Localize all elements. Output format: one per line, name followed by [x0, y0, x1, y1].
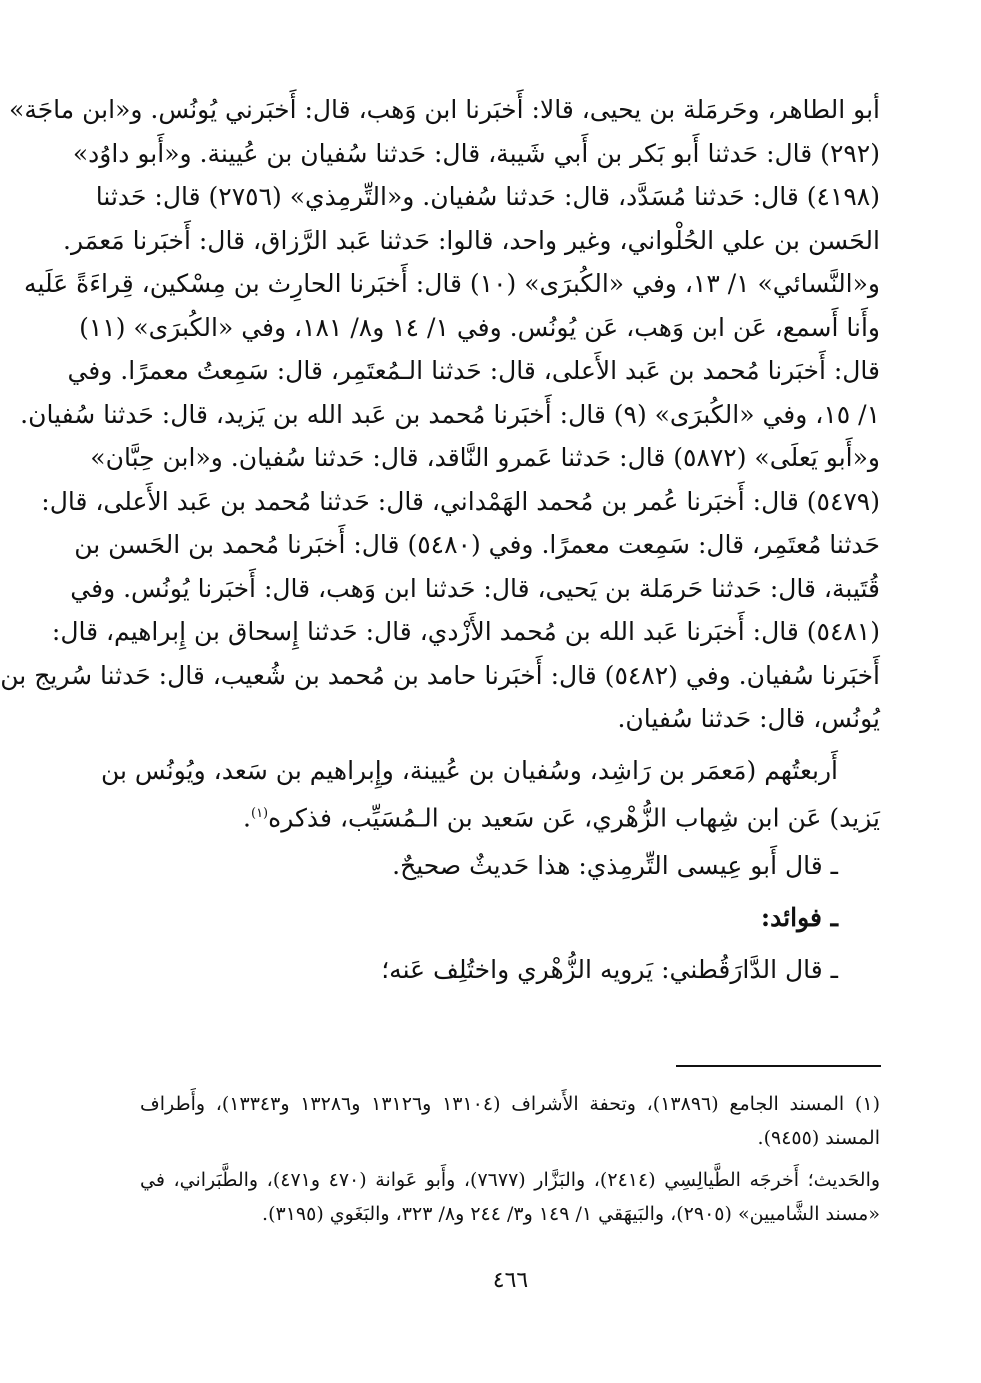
text-line: أَربعتُهم (مَعمَر بن رَاشِد، وسُفيان بن عُيينة، وإِبراهيم بن سَعد، ويُونُس بن	[101, 755, 838, 785]
footnote-line: (١) المسند الجامع (١٣٨٩٦)، وتحفة الأَشراف (١٣١٠٤ و١٣١٢٦ و١٣٢٨٦ و١٣٣٤٣)، وأَطراف	[140, 1093, 880, 1115]
paragraph-isnad-summary	[101, 749, 880, 840]
text-line: حَدثنا مُعتَمِر، قال: سَمِعت معمرًا. وفي (٥٤٨٠) قال: أَخبَرنا مُحمد بن الحَسن بن	[74, 530, 880, 559]
text-line: و«أَبو يَعلَى» (٥٨٧٢) قال: حَدثنا عَمرو النَّاقد، قال: حَدثنا سُفيان. و«ابن حِبَّان»	[90, 443, 880, 472]
text-line: (٥٤٧٩) قال: أَخبَرنا عُمر بن مُحمد الهَمْداني، قال: حَدثنا مُحمد بن عَبد الأَعلى، قال:	[41, 486, 880, 516]
text-line: قُتَيبة، قال: حَدثنا حَرمَلة بن يَحيى، قال: حَدثنا ابن وَهب، قال: أَخبَرنا يُونُس. وفي	[70, 573, 880, 603]
text-line: الحَسن بن علي الحُلْواني، وغير واحد، قالوا: حَدثنا عَبد الرَّزاق، قال: أَخبَرنا مَعمَر.	[63, 225, 880, 255]
footnote-line: «مسند الشَّاميين» (٢٩٠٥)، والبَيهَقي ١/ ١٤٩ و٣/ ٢٤٤ و٨/ ٣٢٣، والبَغَوي (٣١٩٥).	[262, 1203, 880, 1225]
text-line: (٥٤٨١) قال: أَخبَرنا عَبد الله بن مُحمد الأَزْدي، قال: حَدثنا إِسحاق بن إِبراهيم، قال:	[51, 617, 880, 646]
text-line: أبو الطاهر، وحَرمَلة بن يحيى، قالا: أَخبَرنا ابن وَهب، قال: أَخبَرني يُونُس. و«ابن ماجَة»	[9, 95, 880, 124]
footnote-line: والحَديث؛ أَخرجَه الطَّيالِسِي (٢٤١٤)، والبَزَّار (٧٦٧٧)، وأَبو عَوانة (٤٧٠ و٤٧١)، والطَّبَراني، في	[140, 1169, 881, 1191]
footnote-divider	[676, 1065, 881, 1067]
page-number: ٤٦٦	[492, 1268, 529, 1293]
footnote-line: المسند (٩٤٥٥).	[757, 1127, 880, 1149]
tirmidhi-ruling: ـ قال أَبو عِيسى التِّرمِذي: هذا حَديثٌ صحيحٌ.	[392, 850, 838, 880]
fawaid-heading: ـ فوائد:	[760, 902, 838, 932]
text-line: (٢٩٢) قال: حَدثنا أَبو بَكر بن أَبي شَيبة، قال: حَدثنا سُفيان بن عُيينة. و«أَبو داوُد»	[72, 138, 880, 168]
text-line: أَخبَرنا سُفيان. وفي (٥٤٨٢) قال: أَخبَرنا حامد بن مُحمد بن شُعيب، قال: حَدثنا سُريج بن	[0, 660, 880, 690]
footnote-gap	[140, 1155, 880, 1163]
text-line: قال: أَخبَرنا مُحمد بن عَبد الأَعلى، قال: حَدثنا الـمُعتَمِر، قال: سَمِعتُ معمرًا. وفي	[67, 356, 880, 385]
text-line: يَزيد) عَن ابن شِهاب الزُّهْري، عَن سَعيد بن الـمُسَيِّب، فذكره	[268, 803, 880, 833]
daraqutni-statement: ـ قال الدَّارَقُطني: يَرويه الزُّهْري واختُلِف عَنه؛	[381, 954, 838, 984]
main-text-block	[0, 88, 880, 996]
text-line: و«النَّسائي» ١/ ١٣، وفي «الكُبرَى» (١٠) قال: أَخبَرنا الحارِث بن مِسْكين، قِراءَةً عَلَيه	[24, 269, 880, 298]
text-line: ١/ ١٥، وفي «الكُبرَى» (٩) قال: أَخبَرنا مُحمد بن عَبد الله بن يَزيد، قال: حَدثنا سُفيان.	[20, 399, 880, 429]
footnotes-section	[140, 1087, 880, 1231]
text-line: يُونُس، قال: حَدثنا سُفيان.	[617, 704, 880, 733]
footnote-reference[interactable]: (١)	[250, 806, 269, 821]
text-line: وأَنا أَسمع، عَن ابن وَهب، عَن يُونُس. وفي ١/ ١٤ و٨/ ١٨١، وفي «الكُبرَى» (١١)	[79, 312, 880, 342]
text-line-with-footnote: يَزيد) عَن ابن شِهاب الزُّهْري، عَن سَعيد بن الـمُسَيِّب، فذكره$^{(١)}$.	[243, 803, 880, 833]
paragraph-hadith-sources	[0, 88, 880, 741]
text-line: (٤١٩٨) قال: حَدثنا مُسَدَّد، قال: حَدثنا سُفيان. و«التِّرمِذي» (٢٧٥٦) قال: حَدثنا	[95, 182, 880, 211]
